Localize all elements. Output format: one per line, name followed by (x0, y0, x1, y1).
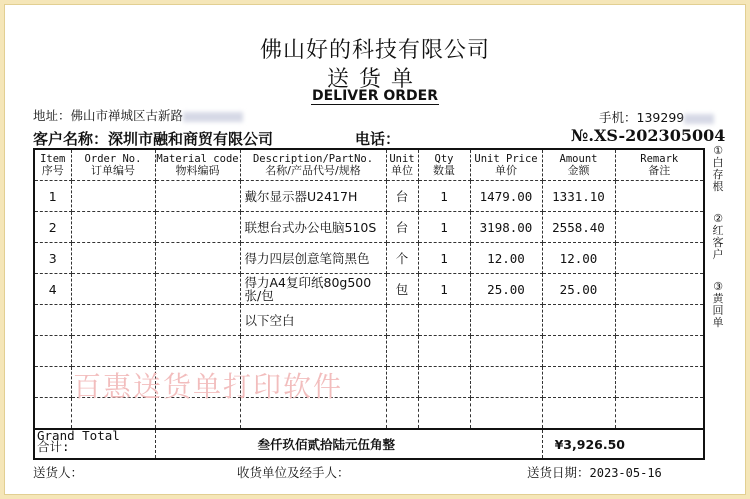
column-header: Remark 备注 (615, 149, 704, 181)
column-header: Unit Price 单价 (470, 149, 542, 181)
document-number: №.XS-202305004 (571, 126, 726, 145)
column-header: Order No. 订单编号 (71, 149, 155, 181)
cell-item: 4 (34, 274, 71, 305)
cell-qty: 1 (418, 181, 470, 212)
cell-unit (386, 336, 418, 367)
cell-item: 3 (34, 243, 71, 274)
cell-price (470, 367, 542, 398)
column-header: Unit 单位 (386, 149, 418, 181)
document-title: 送货单 (326, 67, 423, 92)
cell-qty (418, 305, 470, 336)
total-row (34, 429, 704, 459)
cell-unit: 个 (386, 243, 418, 274)
cell-code (155, 243, 240, 274)
total-label: Grand Total 合计: (34, 429, 155, 459)
cell-amount (542, 398, 615, 430)
cell-remark (615, 274, 704, 305)
cell-item (34, 305, 71, 336)
cell-amount: 2558.40 (542, 212, 615, 243)
table-row (34, 243, 704, 274)
column-header: Item 序号 (34, 149, 71, 181)
table-row (34, 274, 704, 305)
cell-price (470, 398, 542, 430)
cell-amount (542, 367, 615, 398)
side-note-yellow: ③黄回单 (712, 280, 724, 329)
table-row (34, 212, 704, 243)
watermark: 百惠送货单打印软件 (73, 370, 344, 403)
total-amount: ¥3,926.50 (542, 429, 704, 459)
cell-amount: 12.00 (542, 243, 615, 274)
redacted-phone (684, 114, 714, 124)
cell-price: 25.00 (470, 274, 542, 305)
cell-item (34, 398, 71, 430)
table-header (34, 149, 704, 181)
cell-remark (615, 336, 704, 367)
cell-qty (418, 367, 470, 398)
cell-qty: 1 (418, 243, 470, 274)
cell-item (34, 367, 71, 398)
footer-receiver: 收货单位及经手人： (237, 465, 350, 480)
cell-amount (542, 305, 615, 336)
cell-qty (418, 336, 470, 367)
cell-desc: 以下空白 (240, 305, 386, 336)
cell-price (470, 336, 542, 367)
customer-tel: 电话： (355, 130, 401, 148)
cell-unit: 包 (386, 274, 418, 305)
delivery-order-document (4, 4, 746, 495)
cell-unit: 台 (386, 181, 418, 212)
cell-desc: 戴尔显示器U2417H (240, 181, 386, 212)
column-header: Amount 金额 (542, 149, 615, 181)
cell-price: 1479.00 (470, 181, 542, 212)
cell-qty: 1 (418, 274, 470, 305)
cell-code (155, 274, 240, 305)
side-note-white: ①白存根 (712, 144, 724, 193)
company-name: 佛山好的科技有限公司 (259, 38, 490, 63)
cell-qty (418, 398, 470, 430)
cell-code (155, 212, 240, 243)
cell-order (71, 181, 155, 212)
cell-unit (386, 305, 418, 336)
cell-remark (615, 212, 704, 243)
footer-sender: 送货人： (33, 465, 84, 480)
total-in-words: 叁仟玖佰贰拾陆元伍角整 (155, 429, 542, 459)
cell-order (71, 305, 155, 336)
cell-item (34, 336, 71, 367)
cell-amount: 25.00 (542, 274, 615, 305)
table-row (34, 305, 704, 336)
cell-amount (542, 336, 615, 367)
cell-order (71, 212, 155, 243)
footer-date: 送货日期：2023-05-16 (527, 465, 662, 480)
cell-price: 12.00 (470, 243, 542, 274)
cell-desc (240, 336, 386, 367)
column-header: Material code 物料编码 (155, 149, 240, 181)
cell-item: 1 (34, 181, 71, 212)
table-row (34, 181, 704, 212)
cell-remark (615, 367, 704, 398)
cell-code (155, 305, 240, 336)
table-row (34, 336, 704, 367)
phone: 手机：139299 (599, 108, 714, 126)
cell-code (155, 336, 240, 367)
cell-unit: 台 (386, 212, 418, 243)
cell-item: 2 (34, 212, 71, 243)
cell-order (71, 243, 155, 274)
cell-code (155, 181, 240, 212)
column-header: Description/PartNo. 名称/产品代号/规格 (240, 149, 386, 181)
order-table (33, 148, 705, 460)
cell-qty: 1 (418, 212, 470, 243)
cell-desc: 得力A4复印纸80g500张/包 (240, 274, 386, 305)
cell-order (71, 336, 155, 367)
column-header: Qty 数量 (418, 149, 470, 181)
cell-unit (386, 398, 418, 430)
address: 地址：佛山市禅城区古新路 (33, 106, 243, 124)
document-title-en: DELIVER ORDER (311, 88, 438, 104)
cell-order (71, 274, 155, 305)
cell-price (470, 305, 542, 336)
cell-remark (615, 305, 704, 336)
cell-remark (615, 398, 704, 430)
redacted-address (183, 112, 243, 122)
cell-unit (386, 367, 418, 398)
cell-remark (615, 243, 704, 274)
cell-amount: 1331.10 (542, 181, 615, 212)
cell-desc: 联想台式办公电脑510S (240, 212, 386, 243)
customer-name: 客户名称：深圳市融和商贸有限公司 (33, 130, 274, 148)
side-note-red: ②红客户 (712, 212, 724, 261)
cell-remark (615, 181, 704, 212)
cell-desc: 得力四层创意笔筒黑色 (240, 243, 386, 274)
cell-price: 3198.00 (470, 212, 542, 243)
